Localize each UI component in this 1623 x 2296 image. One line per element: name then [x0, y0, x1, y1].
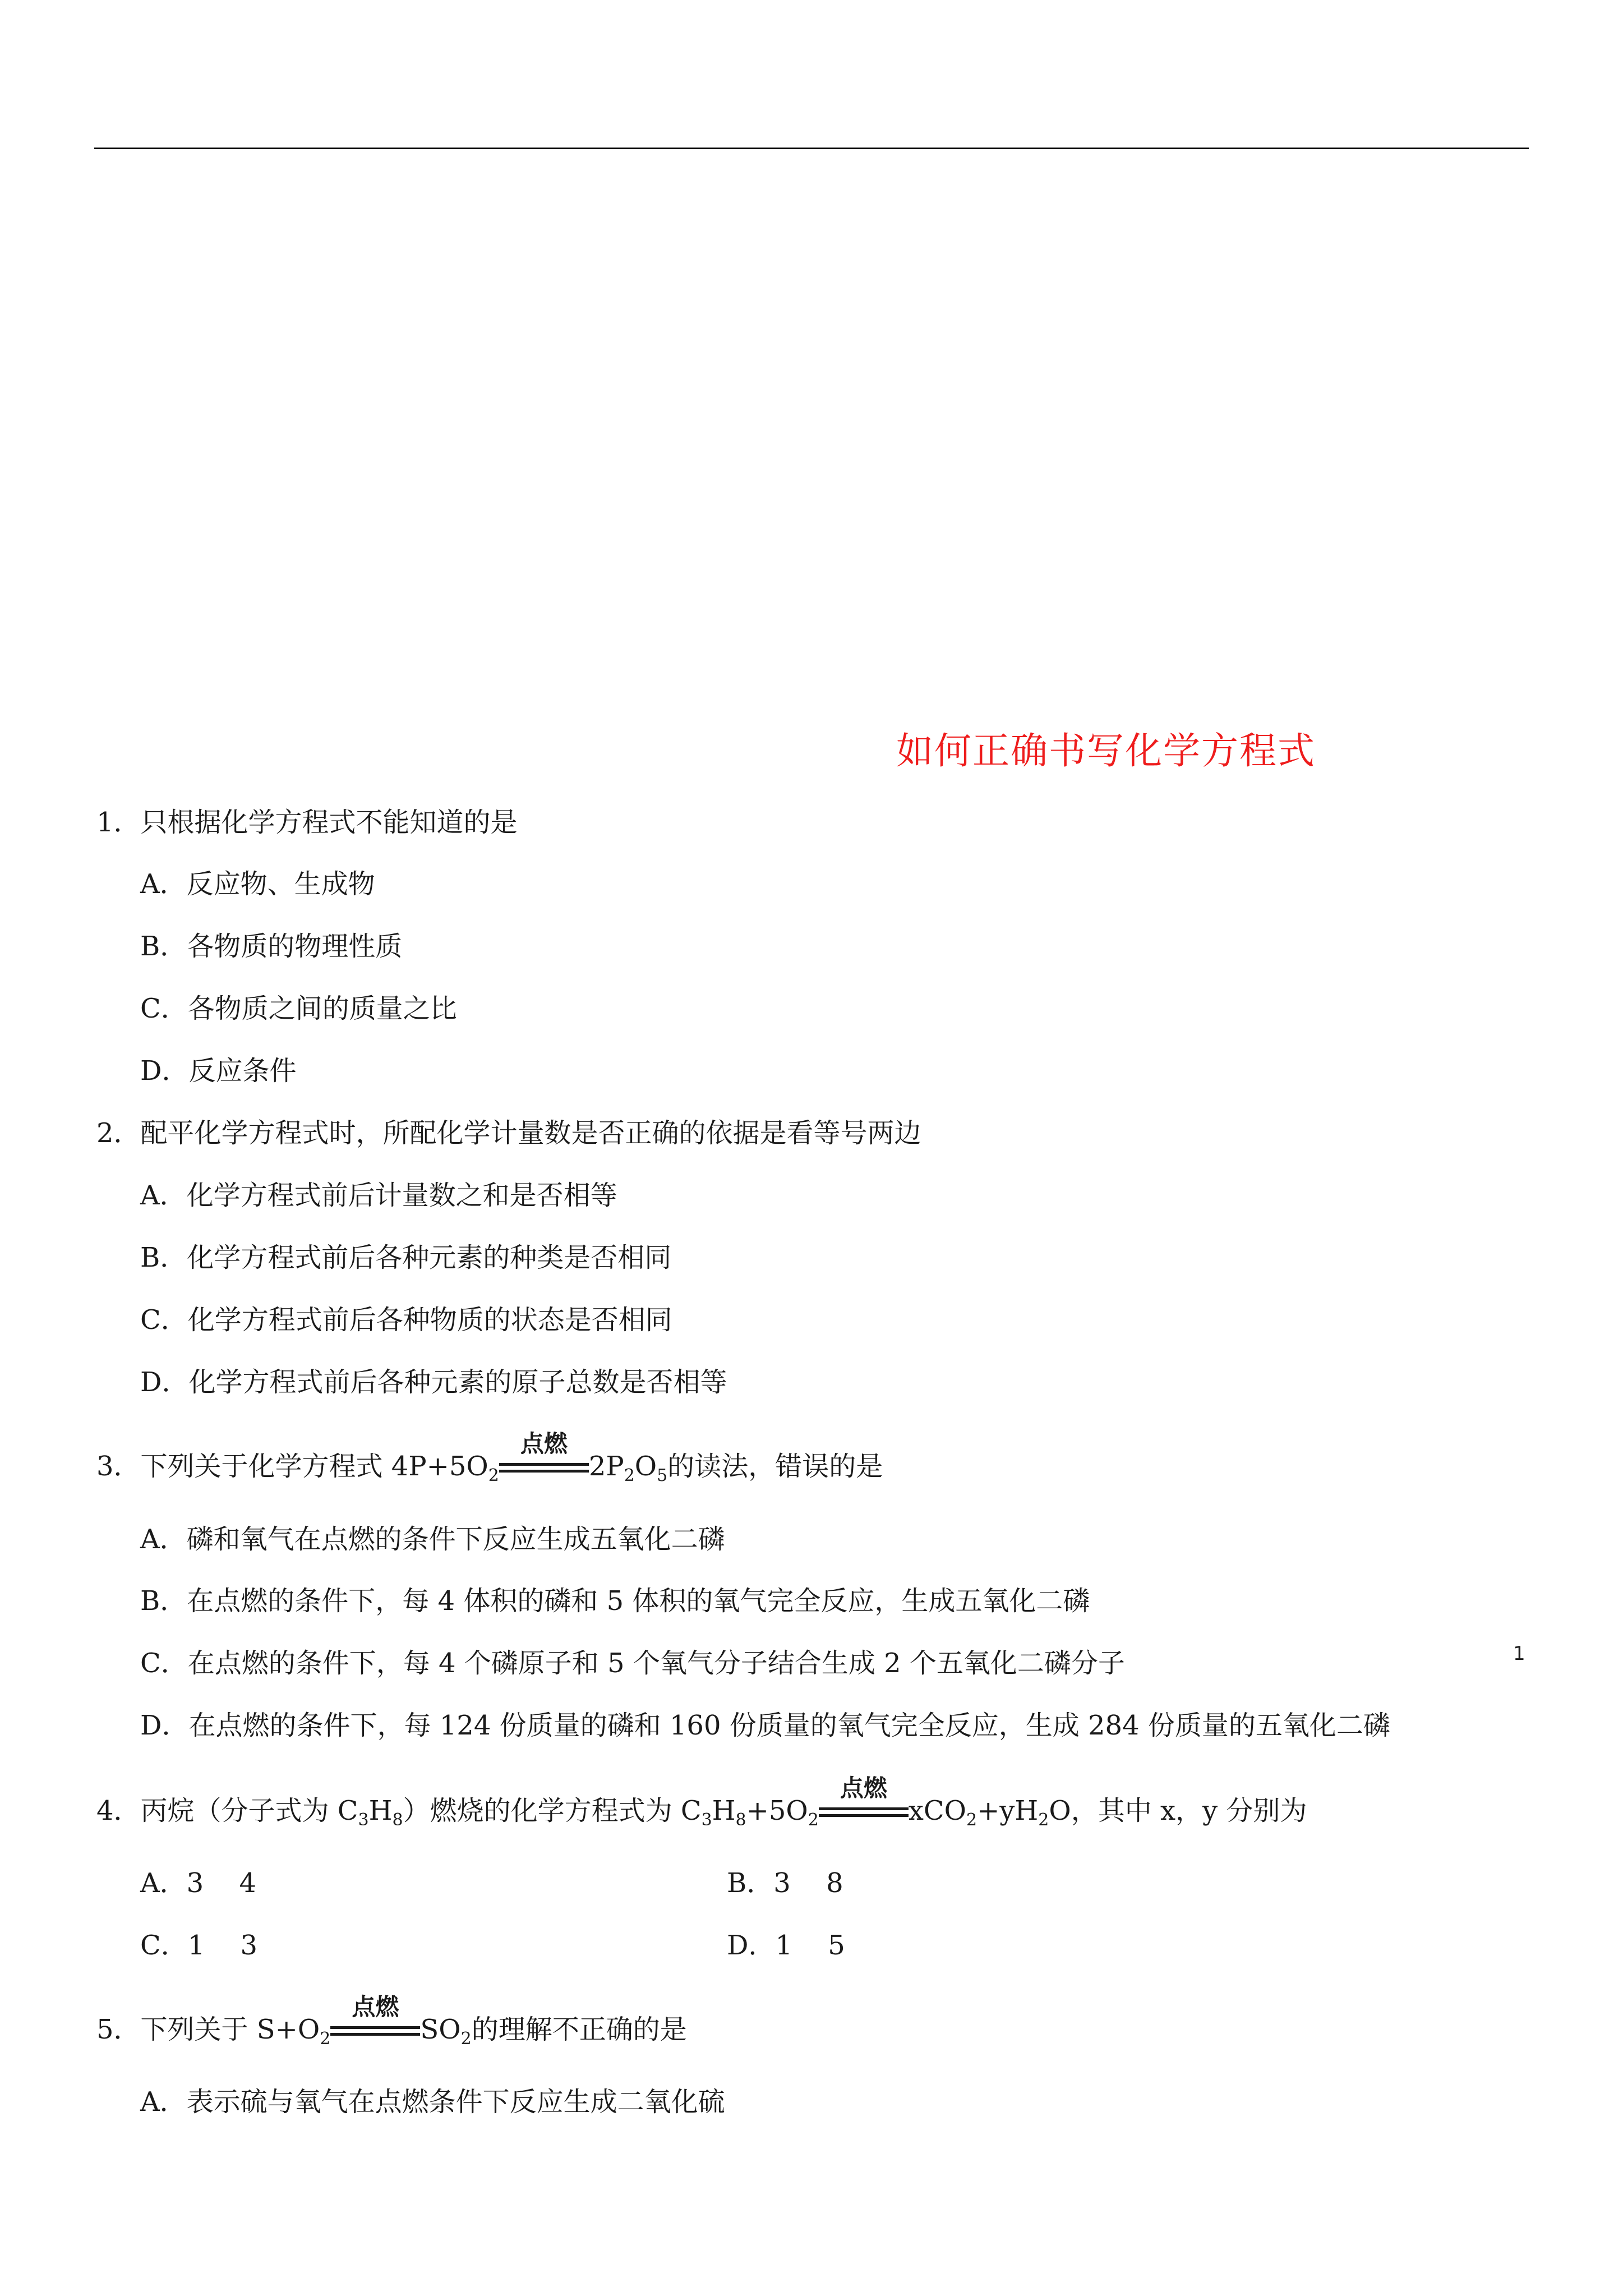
- formula-part: +yH: [977, 1795, 1039, 1826]
- header-rule: [94, 148, 1529, 149]
- subscript: 2: [624, 1466, 635, 1485]
- subscript: 8: [392, 1810, 403, 1830]
- formula-part: O，其中 x，y 分别为: [1049, 1795, 1307, 1826]
- question-3-option-c: C．在点燃的条件下，每 4 个磷原子和 5 个氧气分子结合生成 2 个五氧化二磷分子: [140, 1648, 1125, 1679]
- page-number: 1: [1513, 1642, 1525, 1665]
- question-2-option-c: C．化学方程式前后各种物质的状态是否相同: [140, 1304, 672, 1336]
- subscript: 2: [966, 1810, 978, 1830]
- equal-bar-bottom: [499, 1470, 589, 1473]
- equal-bar-bottom: [819, 1814, 909, 1817]
- formula-part: H: [712, 1795, 736, 1826]
- question-3-stem-post: 的读法，错误的是: [667, 1451, 883, 1482]
- equal-bar-top: [819, 1807, 909, 1810]
- question-3-option-d: D．在点燃的条件下，每 124 份质量的磷和 160 份质量的氧气完全反应，生成 284 份质量的五氧化二磷: [140, 1710, 1390, 1741]
- question-5-stem: [96, 1993, 687, 2056]
- formula-part: SO: [420, 2014, 461, 2045]
- question-5-option-a: A．表示硫与氧气在点燃条件下反应生成二氧化硫: [140, 2086, 725, 2118]
- formula-part: xCO: [908, 1795, 966, 1826]
- question-4-option-c: C．1 3: [140, 1930, 258, 1961]
- question-3-option-b: B．在点燃的条件下，每 4 体积的磷和 5 体积的氧气完全反应，生成五氧化二磷: [140, 1585, 1090, 1617]
- subscript: 8: [735, 1810, 746, 1830]
- question-1-stem: 1．只根据化学方程式不能知道的是: [96, 807, 518, 838]
- question-2-stem: 2．配平化学方程式时，所配化学计量数是否正确的依据是看等号两边: [96, 1117, 921, 1149]
- formula-part: +5O: [746, 1795, 808, 1826]
- question-3-stem: [96, 1430, 883, 1493]
- subscript: 3: [701, 1810, 712, 1830]
- question-4-option-b: B．3 8: [727, 1867, 843, 1899]
- formula-part: 的理解不正确的是: [471, 2014, 687, 2045]
- subscript: 2: [1038, 1810, 1049, 1830]
- question-1-option-a: A．反应物、生成物: [140, 868, 375, 900]
- question-1-option-d: D．反应条件: [140, 1055, 297, 1087]
- question-2-option-d: D．化学方程式前后各种元素的原子总数是否相等: [140, 1366, 727, 1398]
- question-4-stem: [96, 1774, 1307, 1837]
- subscript: 3: [358, 1810, 369, 1830]
- reaction-condition-label: 点燃: [840, 1774, 887, 1802]
- question-2-option-a: A．化学方程式前后计量数之和是否相等: [140, 1180, 617, 1211]
- formula-part: ）燃烧的化学方程式为 C: [403, 1795, 702, 1826]
- subscript: 2: [460, 2029, 472, 2049]
- subscript: 2: [808, 1810, 819, 1830]
- formula-part: 4．丙烷（分子式为 C: [96, 1795, 358, 1826]
- reaction-condition-label: 点燃: [520, 1430, 568, 1457]
- question-4-option-a: A．3 4: [140, 1867, 257, 1899]
- question-1-option-c: C．各物质之间的质量之比: [140, 993, 457, 1024]
- reaction-condition-label: 点燃: [352, 1993, 399, 2021]
- reaction-condition-arrow: [330, 1993, 420, 2046]
- page-title: 如何正确书写化学方程式: [896, 729, 1316, 772]
- equal-bar-top: [330, 2026, 420, 2029]
- reaction-condition-arrow: [819, 1774, 909, 1828]
- formula-part: O: [634, 1451, 657, 1482]
- formula-part: 2P: [588, 1451, 624, 1482]
- subscript: 2: [320, 2029, 331, 2049]
- subscript: 2: [488, 1466, 499, 1485]
- equal-bar-top: [499, 1463, 589, 1466]
- question-3-stem-pre: 3．下列关于化学方程式 4P+5O: [96, 1451, 488, 1482]
- reaction-condition-arrow: [499, 1430, 589, 1483]
- formula-part: H: [368, 1795, 393, 1826]
- equal-bar-bottom: [330, 2033, 420, 2036]
- question-2-option-b: B．化学方程式前后各种元素的种类是否相同: [140, 1242, 672, 1273]
- question-3-option-a: A．磷和氧气在点燃的条件下反应生成五氧化二磷: [140, 1524, 725, 1555]
- question-4-option-d: D．1 5: [727, 1930, 845, 1961]
- subscript: 5: [657, 1466, 668, 1485]
- formula-part: 5．下列关于 S+O: [96, 2014, 320, 2045]
- question-1-option-b: B．各物质的物理性质: [140, 931, 403, 962]
